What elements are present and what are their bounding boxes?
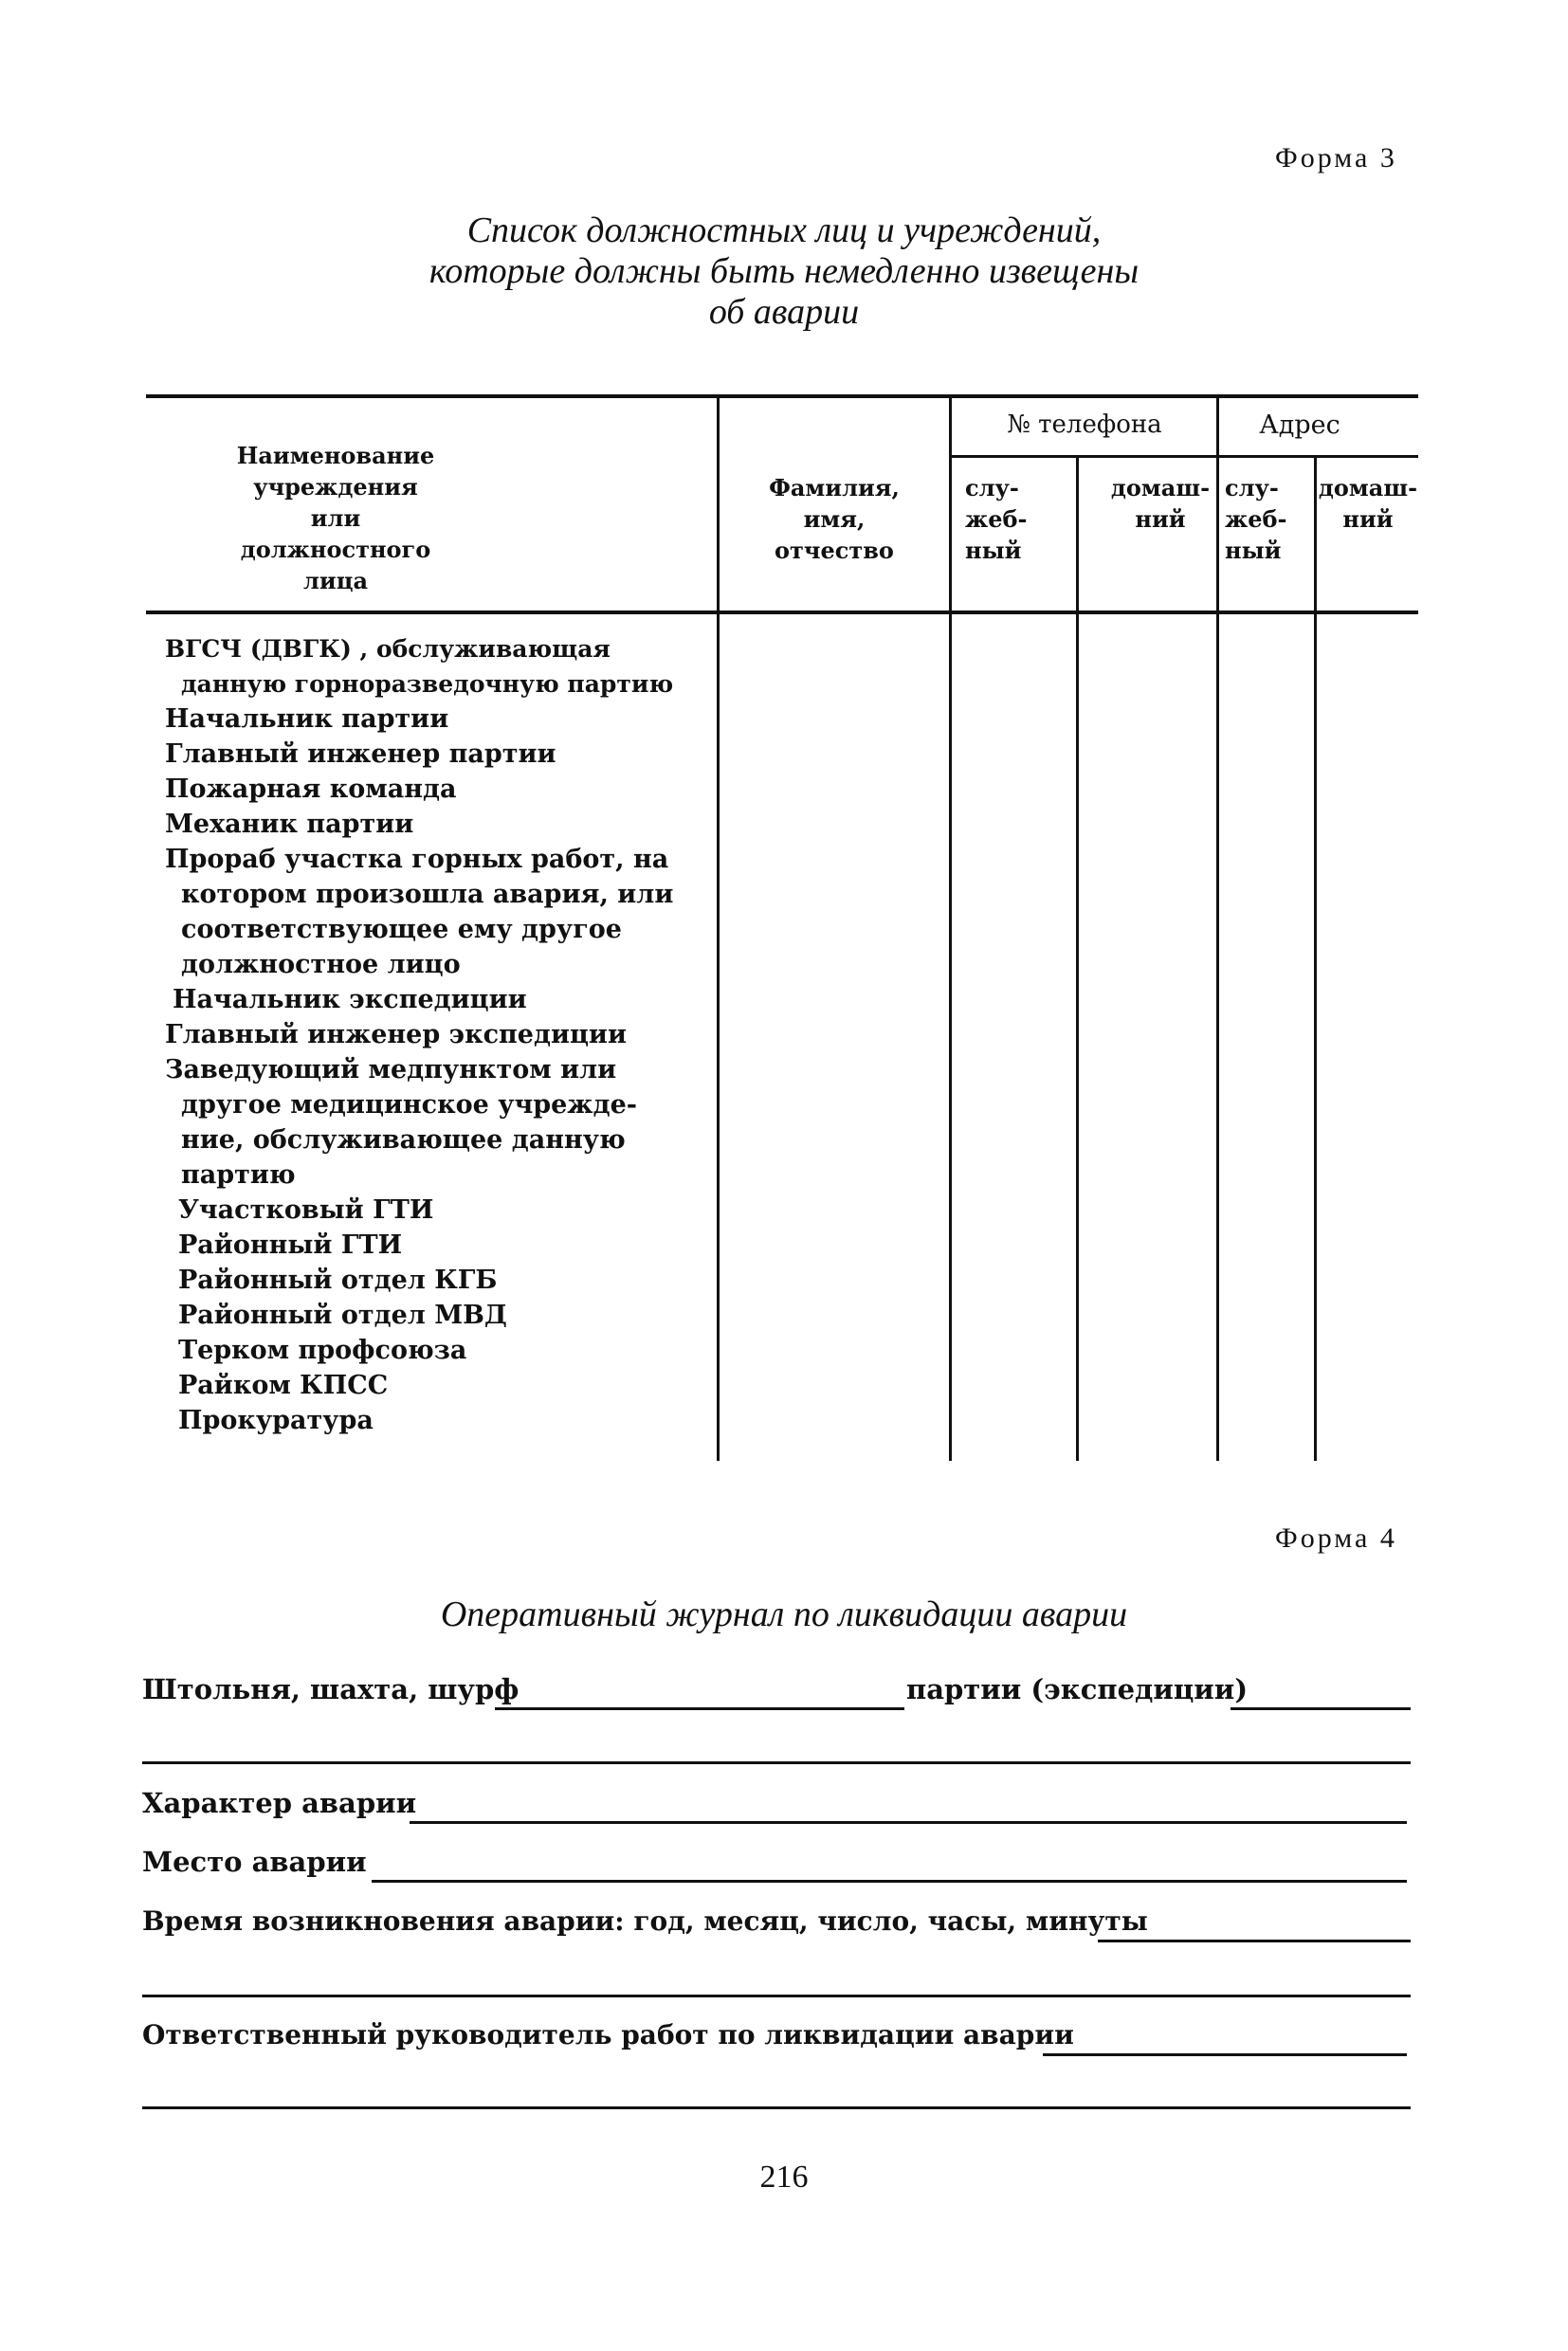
mine-extra-line[interactable] [142, 1761, 1411, 1764]
responsible-field-blank[interactable] [1043, 2053, 1407, 2056]
header-phone-group: № телефона [1007, 410, 1162, 439]
table-row: другое медицинское учрежде- [181, 1090, 637, 1120]
place-field-row [142, 1846, 1411, 1889]
table-row: Районный отдел КГБ [178, 1266, 498, 1295]
table-row: Начальник экспедиции [173, 985, 527, 1014]
subheader-rule [951, 455, 1418, 458]
table-row: Терком профсоюза [178, 1336, 467, 1365]
header-address-group: Адрес [1259, 410, 1340, 440]
form3-label: Форма 3 [1275, 142, 1397, 173]
time-field-blank[interactable] [1098, 1940, 1411, 1942]
header-address-service: слу- жеб- ный [1225, 474, 1287, 564]
party-field-blank[interactable] [1231, 1707, 1411, 1710]
responsible-field-label: Ответственный руководитель работ по ликвидации аварии [142, 2019, 1074, 2050]
mine-field-blank[interactable] [495, 1707, 904, 1710]
table-row: Участковый ГТИ [178, 1195, 434, 1225]
place-field-label: Место аварии [142, 1846, 367, 1878]
responsible-field-row [142, 2019, 1411, 2063]
form3-title-line-1: Список должностных лиц и учреждений, [466, 210, 1102, 250]
page-number: 216 [759, 2160, 809, 2195]
header-phone-service: слу- жеб- ный [965, 474, 1028, 564]
form3-title-line-2: которые должны быть немедленно извещены [428, 251, 1140, 291]
table-row: Прокуратура [178, 1406, 374, 1435]
table-row: Районный ГТИ [178, 1230, 403, 1260]
form3-title [0, 210, 1568, 333]
header-address-home: домаш- ний [1318, 474, 1418, 533]
table-row: Пожарная команда [165, 775, 457, 804]
table-row: соответствующее ему другое [181, 915, 622, 944]
table-row: данную горноразведочную партию [181, 670, 674, 698]
officials-table [146, 394, 1418, 1461]
table-body [165, 631, 715, 1438]
col-divider-2 [949, 394, 952, 1461]
table-top-rule [146, 394, 1418, 398]
mine-field-row [142, 1673, 1411, 1717]
table-row: Заведующий медпунктом или [165, 1055, 617, 1084]
header-phone-home: домаш- ний [1110, 474, 1211, 533]
form4-title: Оперативный журнал по ликвидации аварии [440, 1595, 1128, 1634]
col-divider-3 [1076, 457, 1079, 1461]
table-row: Начальник партии [165, 704, 449, 734]
table-row: Прораб участка горных работ, на [165, 845, 669, 874]
time-field-row [142, 1905, 1411, 1949]
character-field-blank[interactable] [410, 1821, 1407, 1824]
table-row: Районный отдел МВД [178, 1301, 507, 1330]
table-row: партию [181, 1160, 296, 1190]
form4-label: Форма 4 [1275, 1522, 1397, 1554]
time-extra-line[interactable] [142, 1995, 1411, 1997]
table-row: Главный инженер партии [165, 739, 556, 769]
table-row: Главный инженер экспедиции [165, 1020, 627, 1049]
header-name: Наименование учреждения или должностного лица [236, 442, 435, 594]
table-row: котором произошла авария, или [181, 880, 674, 909]
time-field-label: Время возникновения аварии: год, месяц, число, часы, минуты [142, 1905, 1148, 1937]
table-row: должностное лицо [181, 950, 461, 979]
table-row: Механик партии [165, 810, 414, 839]
col-divider-4 [1216, 394, 1219, 1461]
character-field-label: Характер аварии [142, 1787, 417, 1819]
party-field-label: партии (экспедиции) [906, 1673, 1249, 1705]
character-field-row [142, 1787, 1411, 1831]
col-divider-5 [1314, 457, 1317, 1461]
place-field-blank[interactable] [372, 1880, 1407, 1883]
table-row: ние, обслуживающее данную [181, 1125, 626, 1155]
table-row: ВГСЧ (ДВГК) , обслуживающая [165, 635, 611, 663]
form3-title-line-3: об аварии [708, 292, 860, 332]
mine-field-label: Штольня, шахта, шурф [142, 1673, 520, 1705]
table-row: Райком КПСС [178, 1371, 389, 1400]
header-fio: Фамилия, имя, отчество [769, 474, 900, 564]
header-bottom-rule [146, 611, 1418, 614]
responsible-extra-line[interactable] [142, 2106, 1411, 2109]
